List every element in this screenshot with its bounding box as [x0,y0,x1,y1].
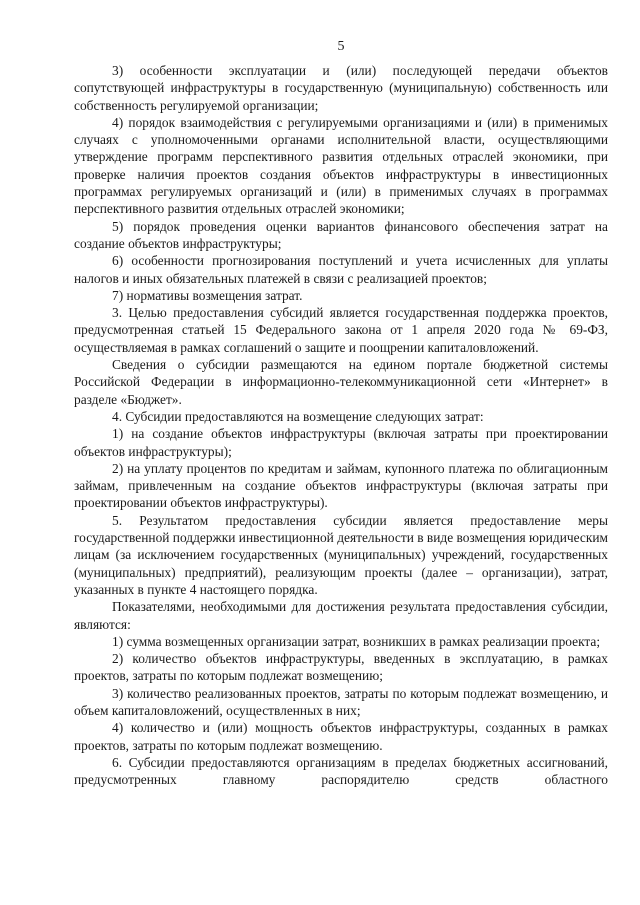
paragraph-cost-infrastructure-creation: 1) на создание объектов инфраструктуры (включая затраты при проектировании объектов инфраструктуры); [74,426,608,459]
paragraph-7-reimbursement-norms: 7) нормативы возмещения затрат. [112,287,303,303]
paragraph-6-tax-forecasting: 6) особенности прогнозирования поступлений и учета исчисленных для уплаты налогов и иных обязательных платежей в связи с реализацией проектов; [74,253,608,286]
paragraph-indicator-3: 3) количество реализованных проектов, затраты по которым подлежат возмещению, и объем капиталовложений, осуществленных в них; [74,685,608,718]
paragraph-subsidy-allocation: 6. Субсидии предоставляются организациям в пределах бюджетных ассигнований, предусмотренных главному распорядителю средств областного [74,754,608,788]
page-number: 5 [337,39,345,54]
paragraph-3-operation-features: 3) особенности эксплуатации и (или) последующей передачи объектов сопутствующей инфраструктуры в государственную (муниципальную) собственность или собственность регулируемой организации; [74,63,608,113]
paragraph-4-interaction-procedure: 4) порядок взаимодействия с регулируемыми организациями и (или) в применимых случаях с уполномоченными органами исполнительной власти, осуществляющими утверждение программ перспективного развития отдельных отраслей экономики, при проверке наличия проектов создания объектов инфраструктуры в инвестиционных программах регулируемых организаций и (или) в применимых случаях в программах перспективного развития отдельных отраслей экономики; [74,114,608,217]
paragraph-indicator-2: 2) количество объектов инфраструктуры, введенных в эксплуатацию, в рамках проектов, затраты по которым подлежат возмещению; [74,651,608,684]
paragraph-indicator-4: 4) количество и (или) мощность объектов инфраструктуры, созданных в рамках проектов, затраты по которым подлежат возмещению. [74,720,608,753]
paragraph-reimbursable-costs: 4. Субсидии предоставляются на возмещение следующих затрат: [112,408,484,424]
paragraph-5-financing-assessment: 5) порядок проведения оценки вариантов финансового обеспечения затрат на создание объектов инфраструктуры; [74,218,608,251]
paragraph-cost-loan-interest: 2) на уплату процентов по кредитам и займам, купонного платежа по облигационным займам, привлеченным на создание объектов инфраструктуры (включая затраты при проектировании объектов инфраструктуры). [74,460,608,511]
paragraph-subsidy-purpose: 3. Целью предоставления субсидий является государственная поддержка проектов, предусмотренная статьей 15 Федерального закона от 1 апреля 2020 года № 69-ФЗ, осуществляемая в рамках соглашений о защите и поощрении капиталовложений. [74,305,608,355]
paragraph-subsidy-info-portal: Сведения о субсидии размещаются на едином портале бюджетной системы Российской Федерации в информационно-телекоммуникационной сети «Интернет» в разделе «Бюджет». [74,357,608,407]
paragraph-subsidy-result: 5. Результатом предоставления субсидии является предоставление меры государственной поддержки инвестиционной деятельности в виде возмещения юридическим лицам (за исключением государственных (муниципальных) учреждений, государственных (муниципальных) предприятий), реализующим проекты (далее – организации), затрат, указанных в пункте 4 настоящего порядка. [74,512,608,597]
paragraph-indicators-intro: Показателями, необходимыми для достижения результата предоставления субсидии, являются: [74,599,608,632]
paragraph-indicator-1: 1) сумма возмещенных организации затрат, возникших в рамках реализации проекта; [112,633,601,649]
